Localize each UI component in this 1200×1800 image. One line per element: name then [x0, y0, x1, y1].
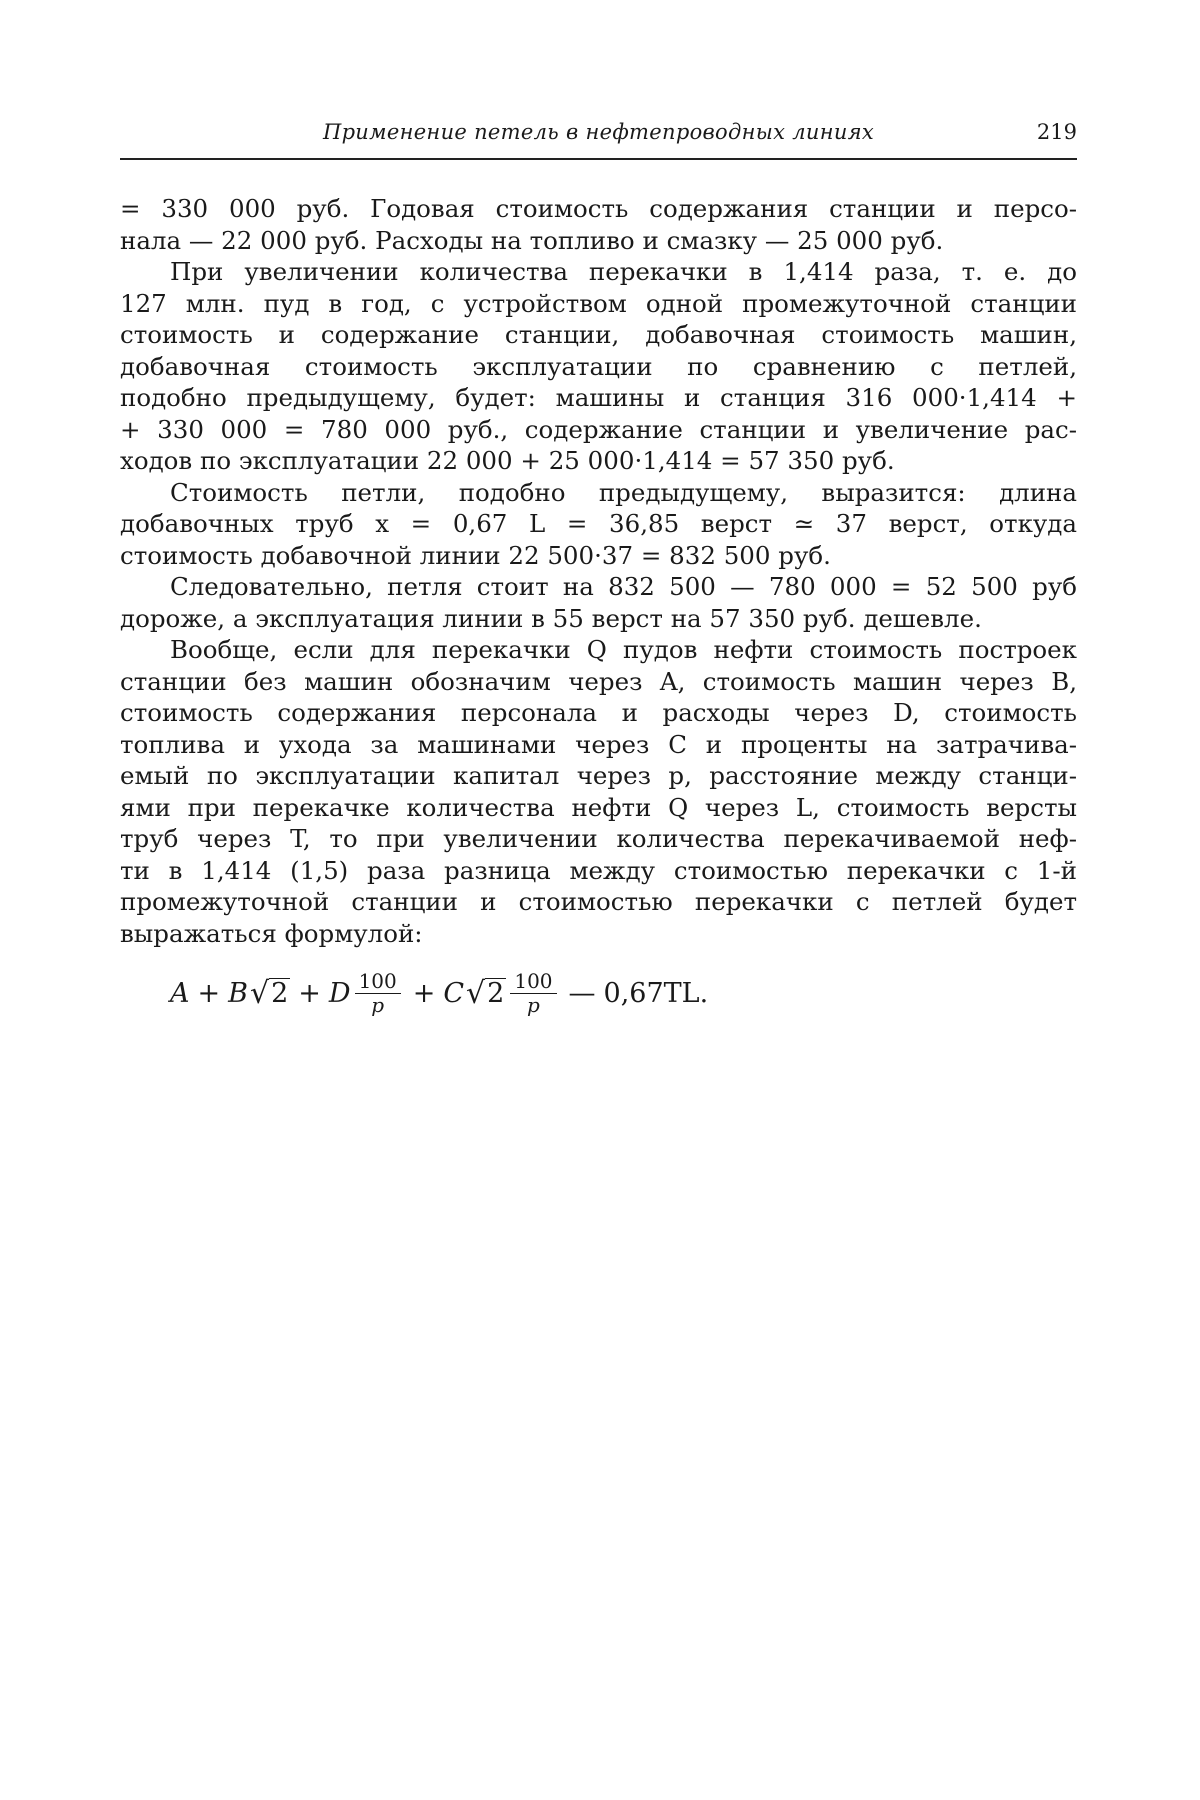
- sqrt-argument: 2: [271, 977, 289, 1009]
- text-line: ями при перекачке количества нефти Q через L, стоимость версты: [120, 792, 1077, 822]
- formula-minus: —: [568, 977, 596, 1009]
- text-line: дороже, а эксплуатация линии в 55 верст на 57 350 руб. дешевле.: [120, 603, 982, 633]
- text-line: труб через T, то при увеличении количества перекачиваемой неф-: [120, 824, 1077, 853]
- page-header: [120, 118, 1077, 160]
- running-title: Применение петель в нефтепроводных линиях: [322, 120, 875, 144]
- formula-tail: 0,67TL.: [603, 977, 709, 1009]
- text-line: стоимость и содержание станции, добавочная стоимость машин,: [120, 320, 1077, 349]
- text-line: топлива и ухода за машинами через C и проценты на затрачива-: [120, 729, 1077, 759]
- cost-difference-formula: [170, 958, 870, 1028]
- text-line: нала — 22 000 руб. Расходы на топливо и смазку — 25 000 руб.: [120, 225, 944, 255]
- formula-var-b: B: [228, 977, 248, 1009]
- text-line: ходов по эксплуатации 22 000 + 25 000·1,414 = 57 350 руб.: [120, 446, 895, 475]
- formula-plus: +: [298, 977, 321, 1009]
- text-line: ти в 1,414 (1,5) раза разница между стоимостью перекачки с 1-й: [120, 855, 1077, 885]
- formula-var-a: A: [170, 977, 190, 1009]
- text-line: стоимость содержания персонала и расходы через D, стоимость: [120, 698, 1077, 727]
- fraction-denominator: p: [371, 992, 385, 1017]
- formula-var-d: D: [328, 977, 351, 1009]
- page-number: 219: [1036, 120, 1077, 144]
- text-line: емый по эксплуатации капитал через p, расстояние между станци-: [120, 761, 1077, 790]
- text-line: добавочных труб x = 0,67 L = 36,85 верст ≃ 37 верст, откуда: [120, 509, 1077, 538]
- text-line: станции без машин обозначим через A, стоимость машин через B,: [120, 666, 1077, 696]
- fraction-denominator: p: [527, 992, 540, 1017]
- fraction-numerator: 100: [510, 970, 556, 994]
- text-line: Вообще, если для перекачки Q пудов нефти стоимость построек: [170, 635, 1077, 664]
- sqrt-argument: 2: [487, 977, 505, 1009]
- body-text: [120, 193, 1077, 949]
- text-line: стоимость добавочной линии 22 500·37 = 832 500 руб.: [120, 540, 831, 570]
- text-line: Стоимость петли, подобно предыдущему, выразится: длина: [170, 477, 1077, 507]
- text-line: 127 млн. пуд в год, с устройством одной промежуточной станции: [120, 288, 1077, 318]
- text-line: промежуточной станции и стоимостью перекачки с петлей будет: [120, 887, 1077, 916]
- text-line: подобно предыдущему, будет: машины и станция 316 000·1,414 +: [120, 383, 1077, 412]
- fraction-numerator: 100: [355, 970, 401, 994]
- text-line: При увеличении количества перекачки в 1,414 раза, т. е. до: [170, 257, 1077, 286]
- text-line: = 330 000 руб. Годовая стоимость содержания станции и персо-: [120, 194, 1077, 223]
- sqrt-icon: √: [466, 975, 486, 1011]
- text-line: + 330 000 = 780 000 руб., содержание станции и увеличение рас-: [120, 414, 1077, 444]
- formula-fraction: [510, 970, 556, 1017]
- formula-fraction: [355, 970, 401, 1017]
- text-line: Следовательно, петля стоит на 832 500 — 780 000 = 52 500 руб: [170, 572, 1077, 601]
- text-line: добавочная стоимость эксплуатации по сравнению с петлей,: [120, 351, 1077, 381]
- formula-var-c: C: [443, 977, 465, 1009]
- sqrt-icon: √: [249, 975, 270, 1011]
- formula-plus: +: [197, 977, 221, 1009]
- formula-plus: +: [412, 977, 436, 1009]
- text-line: выражаться формулой:: [120, 918, 423, 948]
